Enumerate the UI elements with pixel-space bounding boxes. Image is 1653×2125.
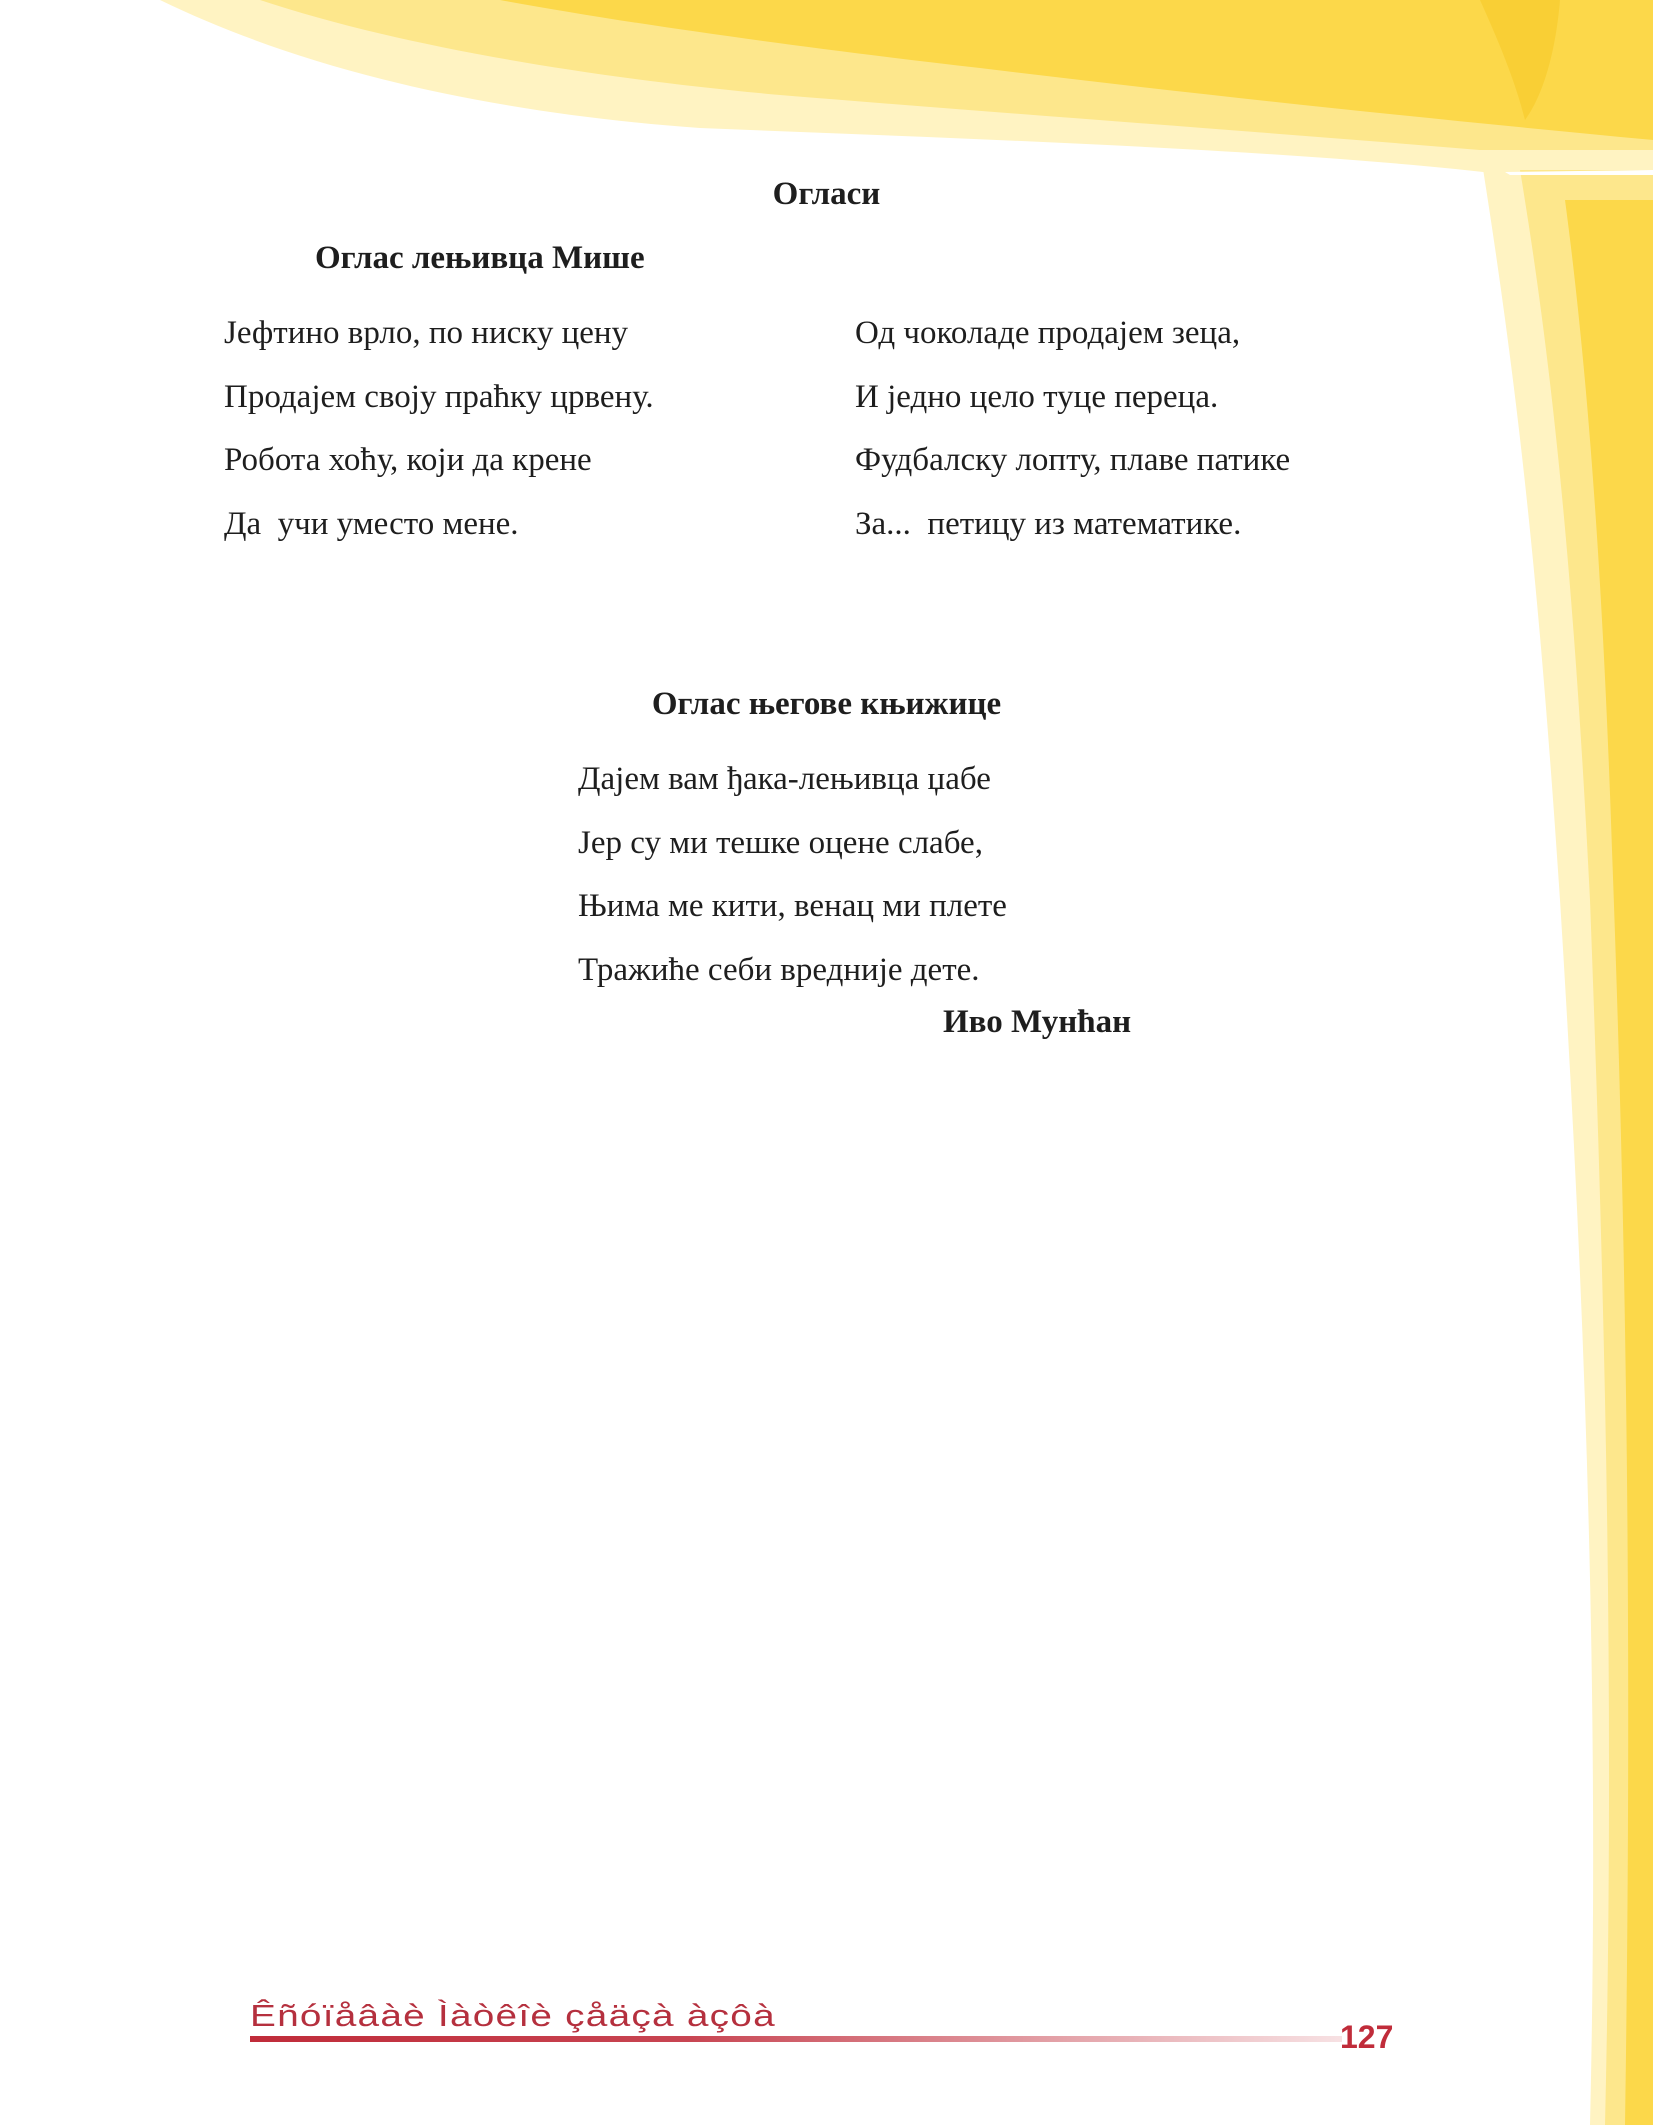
poem-line: Да учи уместо мене. bbox=[224, 505, 519, 542]
page-title: Огласи bbox=[772, 176, 881, 212]
poem-line: Дајем вам ђака-лењивца џабе bbox=[578, 761, 991, 797]
poem-line: Робота хоћу, који да крене bbox=[224, 442, 592, 478]
poem-author: Иво Мунћан bbox=[943, 1004, 1132, 1040]
poem-line: Продајем своју праћку црвену. bbox=[224, 378, 654, 415]
page-number: 127 bbox=[1340, 2019, 1394, 2055]
poem-title: Оглас лењивца Мише bbox=[315, 240, 645, 276]
footer-book-title: Êñóïåâàè Ìàòêîè çåäçà àçôà bbox=[250, 1998, 776, 2033]
poem-line: Њима ме кити, венац ми плете bbox=[578, 888, 1007, 924]
poem-line: Јер су ми тешке оцене слабе, bbox=[578, 824, 983, 861]
poem-title: Оглас његове књижице bbox=[651, 686, 1002, 722]
poem-line: И једно цело туце переца. bbox=[855, 378, 1219, 415]
poem-stanza-right bbox=[855, 302, 1290, 556]
poem-stanza bbox=[578, 748, 1007, 1002]
poem-line: За... петицу из математике. bbox=[855, 505, 1242, 542]
poem-line: Фудбалску лопту, плаве патике bbox=[855, 442, 1291, 478]
poem-line: Јефтино врло, по ниску цену bbox=[224, 315, 629, 351]
footer-rule bbox=[250, 2036, 1342, 2042]
poem-stanza-left bbox=[224, 302, 654, 556]
poem-line: Тражиће себи вредније дете. bbox=[578, 951, 980, 988]
poem-line: Од чоколаде продајем зеца, bbox=[855, 315, 1241, 351]
